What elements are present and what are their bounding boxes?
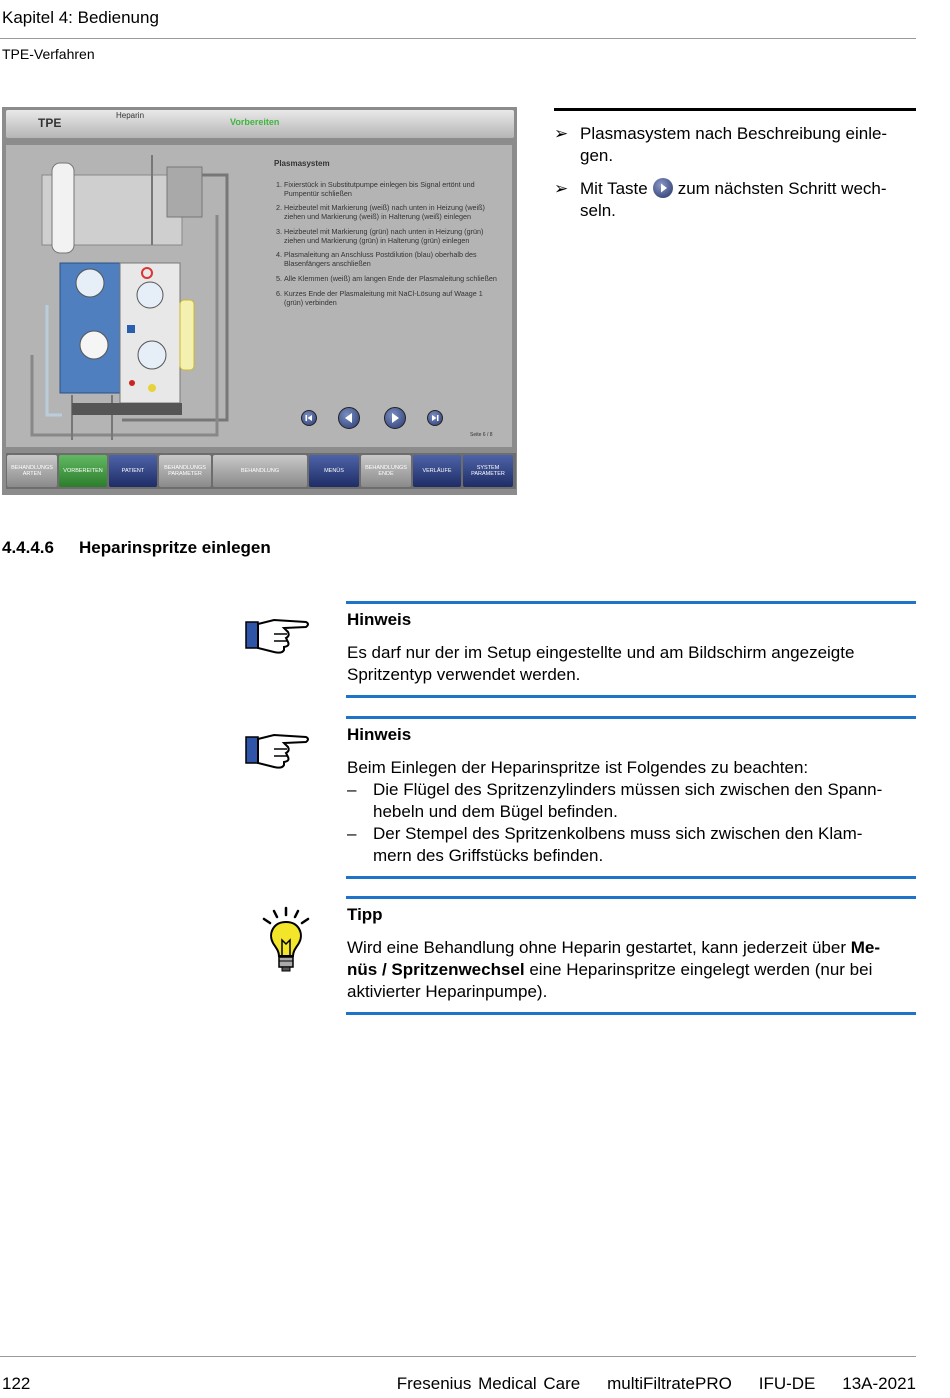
skip-forward-icon [428,411,442,425]
screen-btn-behandlungsarten[interactable]: BEHANDLUNGS ARTEN [7,455,57,487]
arrow-bullet: ➢ [554,179,569,198]
screen-panel-title: Plasmasystem [274,159,330,168]
skip-back-icon [302,411,316,425]
screen-step: 5. Alle Klemmen (weiß) am langen Ende der Plasmaleitung schließen [284,275,499,284]
note-bottom-rule [346,695,916,698]
note-list-text: Die Flügel des Spritzenzylinders müssen sich zwischen den Spann- hebeln und dem Bügel befinden. [373,780,883,821]
screen-btn-behandlungsende[interactable]: BEHANDLUNGS ENDE [361,455,411,487]
note-list-item [347,823,915,867]
section-number: 4.4.4.6 [2,538,54,557]
note-bottom-rule [346,876,916,879]
footer-publisher: Fresenius Medical Care multiFiltratePRO IFU-DE 13A-2021 [396,1374,916,1393]
screen-step: 2. Heizbeutel mit Markierung (weiß) nach unten in Heizung (weiß) ziehen und Markierung (weiß) in Halterung (weiß) einlegen [284,204,499,222]
note-title: Hinweis [347,610,412,629]
tip-bottom-rule [346,1012,916,1015]
note-top-rule [346,716,916,719]
note-list-item [347,779,915,823]
arrow-bullet: ➢ [554,124,569,143]
footer-divider [0,1356,916,1357]
header-divider [0,38,916,39]
last-page-button[interactable] [427,410,443,426]
play-button-icon [385,408,405,428]
screen-btn-vorbereiten[interactable]: VORBEREITEN [59,455,107,487]
note-list-text: Der Stempel des Spritzenkolbens muss sich zwischen den Klam- mern des Griffstücks befinden. [373,824,863,865]
screen-page-indicator: Seite 6 / 8 [470,432,493,438]
device-illustration [12,155,252,440]
pointing-hand-icon [244,612,314,660]
tip-text [347,937,915,1003]
instruction-text-part: Mit Taste [580,179,648,198]
next-button[interactable] [384,407,406,429]
tip-text-part: Wird eine Behandlung ohne Heparin gestartet, kann jederzeit über [347,938,851,957]
dash-bullet: – [347,824,357,843]
screen-step: 1. Fixierstück in Substitutpumpe einlegen bis Signal ertönt und Pumpentür schließen [284,181,499,199]
tip-text-part: eine Heparinspritze eingelegt werden (nur bei aktivierter Heparinpumpe). [347,960,873,1001]
instructions-divider [554,108,916,111]
screen-btn-behandlungsparameter[interactable]: BEHANDLUNGS PARAMETER [159,455,211,487]
screen-btn-menues[interactable]: MENÜS [309,455,359,487]
screen-btn-behandlung[interactable]: BEHANDLUNG [213,455,307,487]
screen-btn-systemparameter[interactable]: SYSTEM PARAMETER [463,455,513,487]
dash-bullet: – [347,780,357,799]
instruction-text-part: zum nächsten Schritt wech- seln. [580,179,887,220]
next-step-button-icon [653,178,673,198]
screen-instruction-text [274,159,499,313]
screen-step: 4. Plasmaleitung an Anschluss Postdilution (blau) oberhalb des Blasenfängers anschließen [284,251,499,269]
page-number: 122 [2,1374,31,1393]
screen-btn-verlaeufe[interactable]: VERLÄUFE [413,455,461,487]
tip-text-bold: Me- nüs / Spritzenwechsel [347,938,880,979]
note-text: Es darf nur der im Setup eingestellte und am Bildschirm angezeigte Spritzentyp verwendet werden. [347,643,855,684]
tip-top-rule [346,896,916,899]
chapter-subtitle: TPE-Verfahren [2,46,95,62]
screen-btn-patient[interactable]: PATIENT [109,455,157,487]
instruction-step-1 [554,123,916,169]
screen-tab-heparin: Heparin [116,111,145,120]
screen-tab-vorbereiten: Vorbereiten [230,117,280,127]
instruction-step-2 [554,178,916,224]
instruction-text [580,178,918,222]
screen-step: 6. Kurzes Ende der Plasmaleitung mit NaCl-Lösung auf Waage 1 (grün) verbinden [284,290,499,308]
light-bulb-icon [256,906,316,976]
first-page-button[interactable] [301,410,317,426]
instruction-text: Plasmasystem nach Beschreibung einle- gen. [580,124,888,165]
note-top-rule [346,601,916,604]
screen-steps-list [274,181,499,308]
section-title: Heparinspritze einlegen [79,538,271,557]
screen-tab-tpe: TPE [38,116,62,130]
tip-title: Tipp [347,905,383,924]
pointing-hand-icon [244,727,314,775]
screen-step: 3. Heizbeutel mit Markierung (grün) nach unten in Heizung (grün) ziehen und Markierung (grün) in Halterung (grün) einlegen [284,228,499,246]
play-button-icon [653,178,673,198]
device-screenshot [2,107,517,495]
note-intro: Beim Einlegen der Heparinspritze ist Folgendes zu beachten: [347,758,809,777]
note-text [347,757,915,867]
note-title: Hinweis [347,725,412,744]
play-back-icon [339,408,359,428]
chapter-title: Kapitel 4: Bedienung [2,8,159,27]
previous-button[interactable] [338,407,360,429]
